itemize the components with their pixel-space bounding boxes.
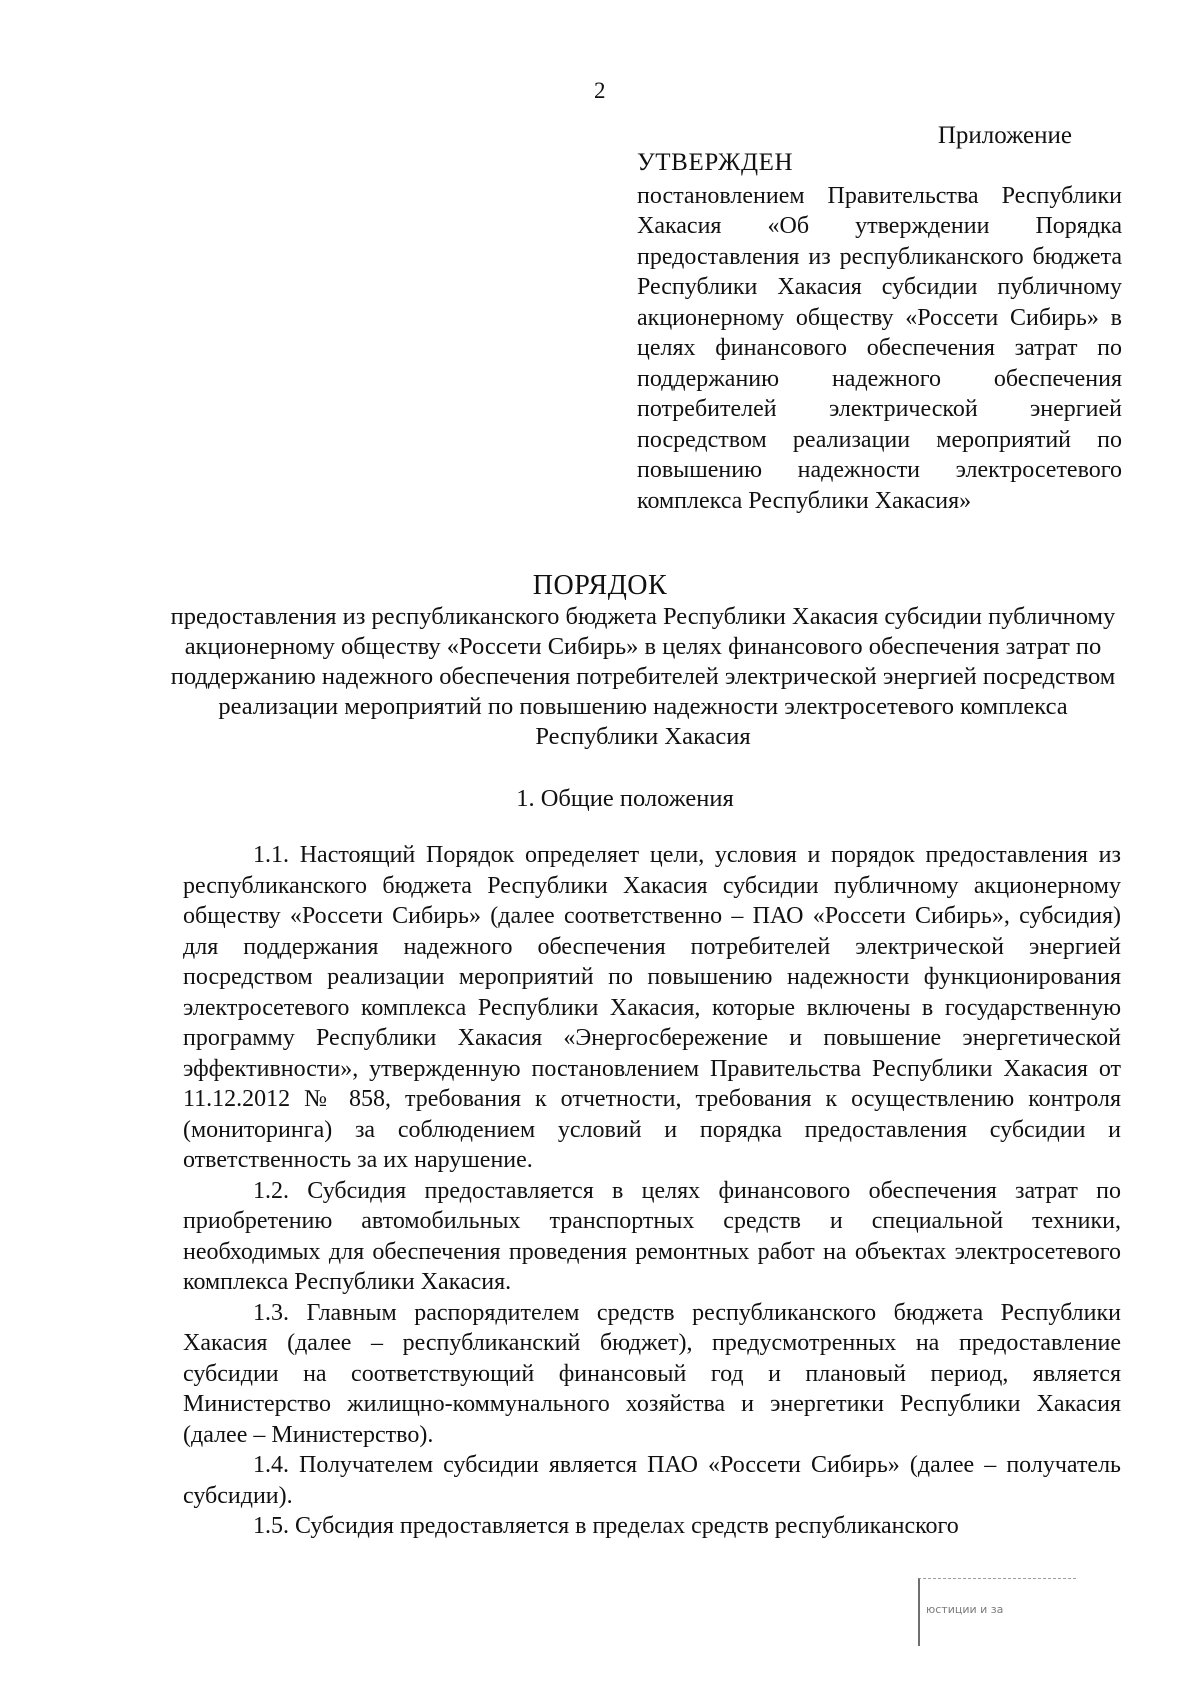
- paragraph-1-3: 1.3. Главным распорядителем средств республиканского бюджета Республики Хакасия (далее – республиканский бюджет), предусмотренных на предоставление субсидии на соответствующий финансовый год и плановый период, является Министерство жилищно-коммунального хозяйства и энергетики Республики Хакасия (далее – Министерство).: [183, 1299, 1121, 1448]
- body-text: [183, 840, 1121, 1542]
- paragraph-1-2: 1.2. Субсидия предоставляется в целях финансового обеспечения затрат по приобретению автомобильных транспортных средств и специальной техники, необходимых для обеспечения проведения ремонтных работ на объектах электросетевого комплекса Республики Хакасия.: [183, 1177, 1121, 1295]
- stamp-text: юстиции и за: [926, 1603, 1004, 1616]
- document-subtitle: предоставления из республиканского бюджета Республики Хакасия субсидии публичному акционерному обществу «Россети Сибирь» в целях финансового обеспечения затрат по поддержанию надежного обеспечения потребителей электрической энергией посредством реализации мероприятий по повышению надежности электросетевого комплекса Республики Хакасия: [170, 603, 1116, 750]
- approval-text: постановлением Правительства Республики Хакасия «Об утверждении Порядка предоставления из республиканского бюджета Республики Хакасия субсидии публичному акционерному обществу «Россети Сибирь» в целях финансового обеспечения затрат по поддержанию надежного обеспечения потребителей электрической энергией посредством реализации мероприятий по повышению надежности электросетевого комплекса Республики Хакасия»: [637, 182, 1122, 514]
- appendix-label: Приложение: [937, 122, 1072, 149]
- paragraph-1-5: 1.5. Субсидия предоставляется в пределах средств республиканского: [253, 1513, 959, 1539]
- approval-block: [637, 148, 1122, 516]
- paragraph-1-1: 1.1. Настоящий Порядок определяет цели, условия и порядок предоставления из республиканского бюджета Республики Хакасия субсидии публичному акционерному обществу «Россети Сибирь» (далее соответственно – ПАО «Россети Сибирь», субсидия) для поддержания надежного обеспечения потребителей электрической энергией посредством реализации мероприятий по повышению надежности функционирования электросетевого комплекса Республики Хакасия, которые включены в государственную программу Республики Хакасия «Энергосбережение и повышение энергетической эффективности», утвержденную постановлением Правительства Республики Хакасия от 11.12.2012 № 858, требования к отчетности, требования к осуществлению контроля (мониторинга) за соблюдением условий и порядка предоставления субсидии и ответственность за их нарушение.: [183, 842, 1121, 1173]
- paragraph-1-4: 1.4. Получателем субсидии является ПАО «Россети Сибирь» (далее – получатель субсидии).: [183, 1452, 1121, 1509]
- document-title: ПОРЯДОК: [532, 570, 668, 601]
- section-heading: 1. Общие положения: [516, 785, 734, 812]
- page-number: 2: [594, 78, 606, 103]
- registration-stamp: [918, 1578, 1076, 1646]
- approval-heading: УТВЕРЖДЕН: [637, 149, 794, 176]
